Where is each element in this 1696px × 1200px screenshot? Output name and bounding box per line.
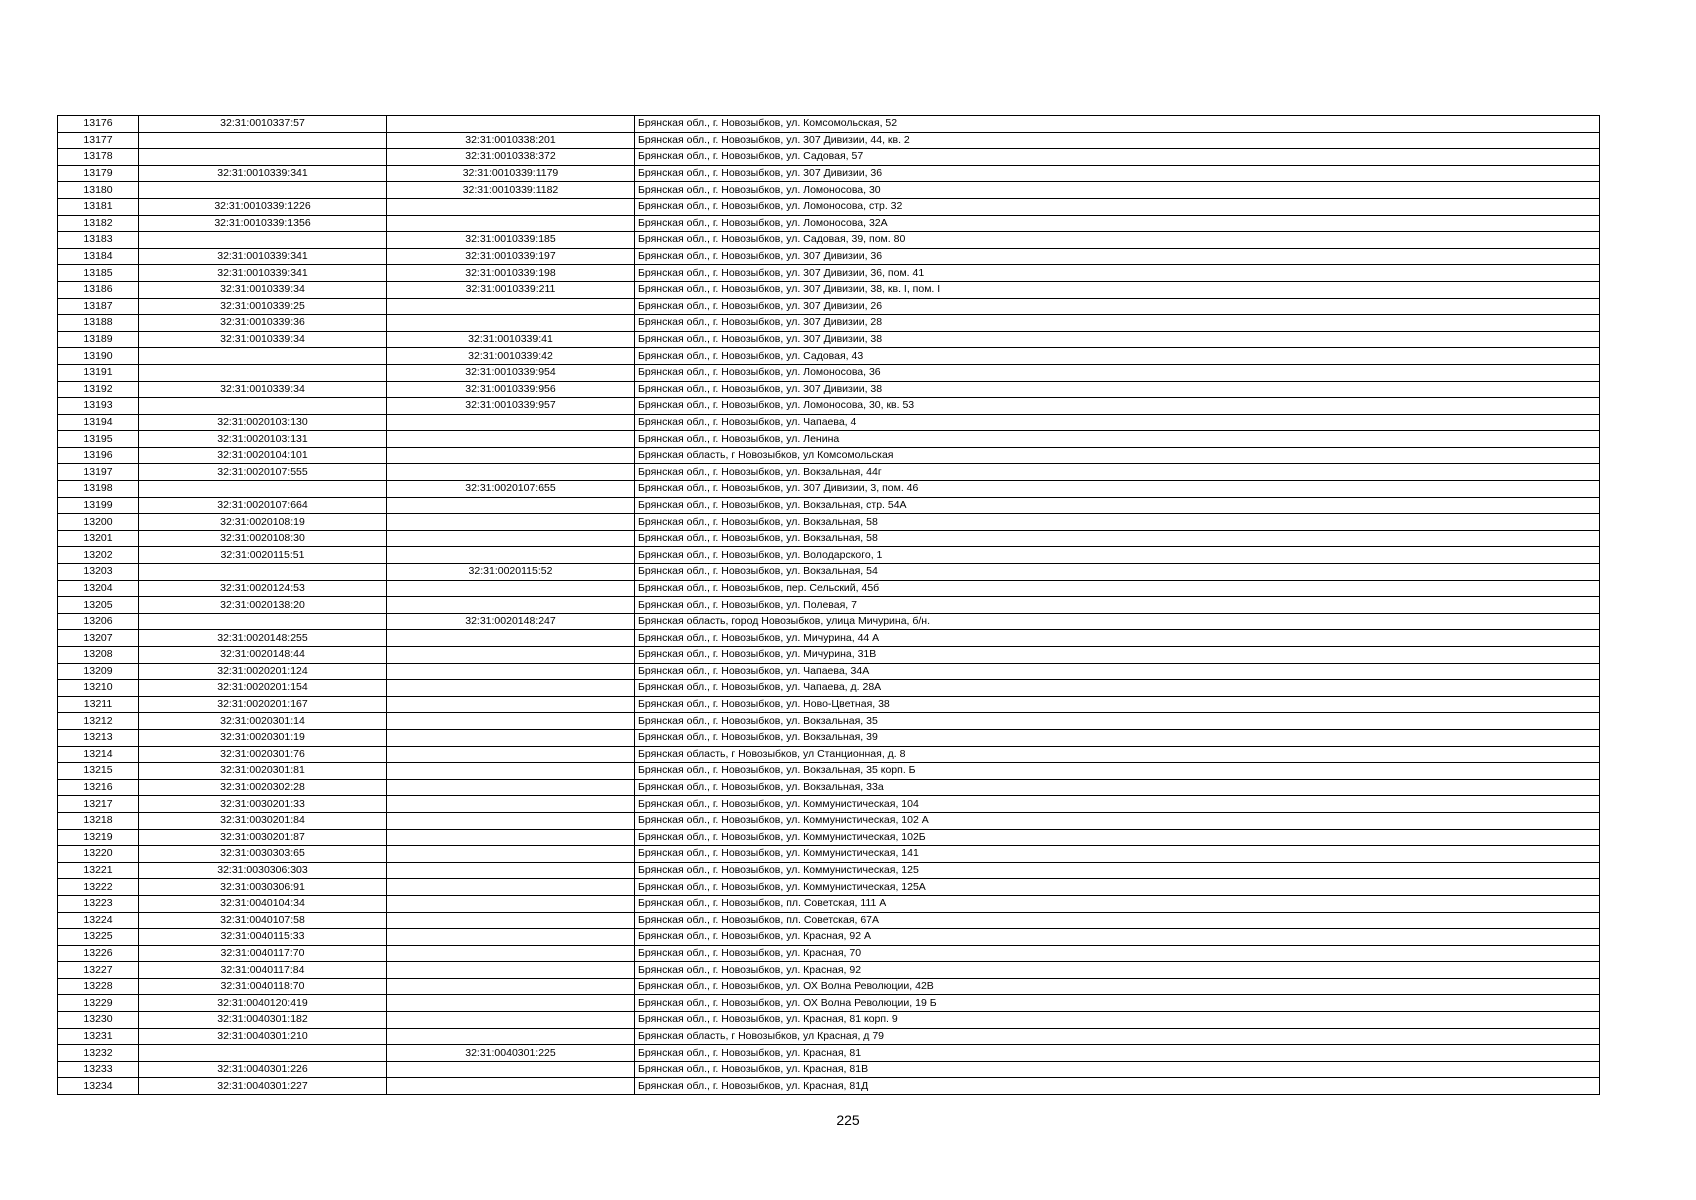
land-cadastral-number-cell: 32:31:0020107:664 [139,497,387,514]
row-number-cell: 13212 [58,713,139,730]
table-row [58,348,1600,365]
table-row [58,116,1600,133]
table-row [58,1028,1600,1045]
table-row [58,281,1600,298]
row-number-cell: 13200 [58,514,139,531]
land-cadastral-number-cell: 32:31:0040107:58 [139,912,387,929]
table-row [58,497,1600,514]
land-cadastral-number-cell: 32:31:0020148:44 [139,647,387,664]
row-number-cell: 13192 [58,381,139,398]
land-cadastral-number-cell: 32:31:0020301:81 [139,763,387,780]
table-row [58,713,1600,730]
land-cadastral-number-cell: 32:31:0030306:303 [139,862,387,879]
land-cadastral-number-cell: 32:31:0040118:70 [139,978,387,995]
row-number-cell: 13188 [58,315,139,332]
row-number-cell: 13225 [58,929,139,946]
address-cell: Брянская обл., г. Новозыбков, ул. Ленина [635,431,1600,448]
object-cadastral-number-cell [387,647,635,664]
land-cadastral-number-cell: 32:31:0020201:154 [139,680,387,697]
land-cadastral-number-cell [139,348,387,365]
land-cadastral-number-cell: 32:31:0030201:84 [139,812,387,829]
table-row [58,862,1600,879]
object-cadastral-number-cell: 32:31:0010339:185 [387,232,635,249]
table-row [58,215,1600,232]
address-cell: Брянская обл., г. Новозыбков, ул. Чапаева, 4 [635,414,1600,431]
land-cadastral-number-cell: 32:31:0020301:19 [139,729,387,746]
table-row [58,381,1600,398]
address-cell: Брянская обл., г. Новозыбков, ул. Коммунистическая, 125А [635,879,1600,896]
address-cell: Брянская обл., г. Новозыбков, ул. Садовая, 57 [635,149,1600,166]
row-number-cell: 13221 [58,862,139,879]
address-cell: Брянская обл., г. Новозыбков, ул. 307 Дивизии, 28 [635,315,1600,332]
table-row [58,763,1600,780]
table-row [58,779,1600,796]
address-cell: Брянская обл., г. Новозыбков, ул. Красная, 81В [635,1061,1600,1078]
address-cell: Брянская обл., г. Новозыбков, ул. Садовая, 43 [635,348,1600,365]
object-cadastral-number-cell [387,995,635,1012]
row-number-cell: 13180 [58,182,139,199]
row-number-cell: 13226 [58,945,139,962]
object-cadastral-number-cell: 32:31:0020148:247 [387,613,635,630]
object-cadastral-number-cell [387,713,635,730]
land-cadastral-number-cell: 32:31:0010339:34 [139,281,387,298]
object-cadastral-number-cell: 32:31:0010338:372 [387,149,635,166]
row-number-cell: 13228 [58,978,139,995]
row-number-cell: 13232 [58,1045,139,1062]
object-cadastral-number-cell [387,1061,635,1078]
table-row [58,431,1600,448]
row-number-cell: 13201 [58,530,139,547]
row-number-cell: 13229 [58,995,139,1012]
land-cadastral-number-cell: 32:31:0020103:131 [139,431,387,448]
table-row [58,530,1600,547]
row-number-cell: 13222 [58,879,139,896]
row-number-cell: 13208 [58,647,139,664]
object-cadastral-number-cell [387,215,635,232]
address-cell: Брянская обл., г. Новозыбков, ул. Чапаева, 34А [635,663,1600,680]
table-row [58,846,1600,863]
land-cadastral-number-cell [139,364,387,381]
object-cadastral-number-cell: 32:31:0010339:41 [387,331,635,348]
row-number-cell: 13217 [58,796,139,813]
land-cadastral-number-cell: 32:31:0020115:51 [139,547,387,564]
object-cadastral-number-cell: 32:31:0020115:52 [387,564,635,581]
table-row [58,580,1600,597]
row-number-cell: 13187 [58,298,139,315]
address-cell: Брянская обл., г. Новозыбков, ул. Вокзальная, 58 [635,530,1600,547]
land-cadastral-number-cell: 32:31:0040117:70 [139,945,387,962]
registry-table-body [58,116,1600,1095]
land-cadastral-number-cell: 32:31:0010339:341 [139,248,387,265]
address-cell: Брянская обл., г. Новозыбков, ул. Вокзальная, стр. 54А [635,497,1600,514]
address-cell: Брянская обл., г. Новозыбков, пер. Сельский, 45б [635,580,1600,597]
object-cadastral-number-cell [387,895,635,912]
address-cell: Брянская обл., г. Новозыбков, ул. Мичурина, 44 А [635,630,1600,647]
table-row [58,729,1600,746]
row-number-cell: 13178 [58,149,139,166]
object-cadastral-number-cell [387,447,635,464]
land-cadastral-number-cell: 32:31:0030201:33 [139,796,387,813]
table-row [58,647,1600,664]
land-cadastral-number-cell: 32:31:0030303:65 [139,846,387,863]
row-number-cell: 13214 [58,746,139,763]
row-number-cell: 13211 [58,696,139,713]
table-row [58,364,1600,381]
address-cell: Брянская обл., г. Новозыбков, ул. Коммунистическая, 104 [635,796,1600,813]
land-cadastral-number-cell: 32:31:0010339:1356 [139,215,387,232]
object-cadastral-number-cell [387,929,635,946]
land-cadastral-number-cell [139,182,387,199]
object-cadastral-number-cell [387,116,635,133]
object-cadastral-number-cell [387,962,635,979]
row-number-cell: 13197 [58,464,139,481]
address-cell: Брянская обл., г. Новозыбков, ул. Красная, 81Д [635,1078,1600,1095]
address-cell: Брянская обл., г. Новозыбков, ул. Полевая, 7 [635,597,1600,614]
address-cell: Брянская область, город Новозыбков, улица Мичурина, б/н. [635,613,1600,630]
address-cell: Брянская обл., г. Новозыбков, ул. Ломоносова, 30 [635,182,1600,199]
table-row [58,514,1600,531]
object-cadastral-number-cell [387,530,635,547]
row-number-cell: 13179 [58,165,139,182]
row-number-cell: 13183 [58,232,139,249]
page-number: 225 [836,1112,860,1128]
table-row [58,265,1600,282]
address-cell: Брянская обл., г. Новозыбков, ул. 307 Дивизии, 44, кв. 2 [635,132,1600,149]
land-cadastral-number-cell: 32:31:0010339:341 [139,265,387,282]
object-cadastral-number-cell [387,846,635,863]
land-cadastral-number-cell: 32:31:0020148:255 [139,630,387,647]
land-cadastral-number-cell: 32:31:0040301:210 [139,1028,387,1045]
address-cell: Брянская обл., г. Новозыбков, ул. Красная, 92 А [635,929,1600,946]
table-row [58,315,1600,332]
address-cell: Брянская обл., г. Новозыбков, ул. Ново-Цветная, 38 [635,696,1600,713]
object-cadastral-number-cell [387,862,635,879]
table-row [58,696,1600,713]
address-cell: Брянская обл., г. Новозыбков, ул. 307 Дивизии, 38 [635,381,1600,398]
object-cadastral-number-cell [387,796,635,813]
address-cell: Брянская обл., г. Новозыбков, ул. Коммунистическая, 102 А [635,812,1600,829]
land-cadastral-number-cell: 32:31:0020103:130 [139,414,387,431]
table-row [58,663,1600,680]
row-number-cell: 13227 [58,962,139,979]
row-number-cell: 13219 [58,829,139,846]
object-cadastral-number-cell: 32:31:0010339:1182 [387,182,635,199]
address-cell: Брянская обл., г. Новозыбков, пл. Советская, 67А [635,912,1600,929]
row-number-cell: 13220 [58,846,139,863]
address-cell: Брянская обл., г. Новозыбков, ул. Красная, 81 [635,1045,1600,1062]
object-cadastral-number-cell [387,580,635,597]
land-cadastral-number-cell: 32:31:0010339:34 [139,381,387,398]
object-cadastral-number-cell [387,414,635,431]
table-row [58,929,1600,946]
row-number-cell: 13193 [58,398,139,415]
land-cadastral-number-cell [139,613,387,630]
row-number-cell: 13213 [58,729,139,746]
land-cadastral-number-cell: 32:31:0020107:555 [139,464,387,481]
object-cadastral-number-cell: 32:31:0010339:42 [387,348,635,365]
land-cadastral-number-cell: 32:31:0020302:28 [139,779,387,796]
land-cadastral-number-cell: 32:31:0020138:20 [139,597,387,614]
row-number-cell: 13203 [58,564,139,581]
land-cadastral-number-cell: 32:31:0040120:419 [139,995,387,1012]
object-cadastral-number-cell: 32:31:0010339:197 [387,248,635,265]
row-number-cell: 13181 [58,198,139,215]
land-cadastral-number-cell [139,149,387,166]
row-number-cell: 13209 [58,663,139,680]
table-row [58,331,1600,348]
land-cadastral-number-cell: 32:31:0040104:34 [139,895,387,912]
object-cadastral-number-cell [387,763,635,780]
address-cell: Брянская обл., г. Новозыбков, ул. 307 Дивизии, 38 [635,331,1600,348]
address-cell: Брянская обл., г. Новозыбков, ул. Вокзальная, 35 [635,713,1600,730]
land-cadastral-number-cell [139,481,387,498]
row-number-cell: 13186 [58,281,139,298]
address-cell: Брянская область, г Новозыбков, ул Станционная, д. 8 [635,746,1600,763]
object-cadastral-number-cell [387,497,635,514]
table-row [58,481,1600,498]
address-cell: Брянская обл., г. Новозыбков, ул. 307 Дивизии, 36, пом. 41 [635,265,1600,282]
address-cell: Брянская обл., г. Новозыбков, ул. Володарского, 1 [635,547,1600,564]
table-row [58,398,1600,415]
address-cell: Брянская обл., г. Новозыбков, ул. Ломоносова, 32А [635,215,1600,232]
object-cadastral-number-cell [387,729,635,746]
object-cadastral-number-cell [387,597,635,614]
row-number-cell: 13224 [58,912,139,929]
row-number-cell: 13198 [58,481,139,498]
row-number-cell: 13223 [58,895,139,912]
object-cadastral-number-cell [387,680,635,697]
object-cadastral-number-cell: 32:31:0010339:954 [387,364,635,381]
table-row [58,165,1600,182]
address-cell: Брянская обл., г. Новозыбков, ул. Чапаева, д. 28А [635,680,1600,697]
object-cadastral-number-cell [387,696,635,713]
land-cadastral-number-cell: 32:31:0040301:182 [139,1012,387,1029]
object-cadastral-number-cell [387,879,635,896]
object-cadastral-number-cell [387,945,635,962]
address-cell: Брянская обл., г. Новозыбков, ул. Ломоносова, стр. 32 [635,198,1600,215]
row-number-cell: 13215 [58,763,139,780]
registry-table [57,115,1600,1095]
table-row [58,248,1600,265]
row-number-cell: 13234 [58,1078,139,1095]
table-row [58,597,1600,614]
row-number-cell: 13199 [58,497,139,514]
row-number-cell: 13218 [58,812,139,829]
land-cadastral-number-cell: 32:31:0010339:1226 [139,198,387,215]
object-cadastral-number-cell: 32:31:0010339:1179 [387,165,635,182]
table-row [58,962,1600,979]
land-cadastral-number-cell [139,1045,387,1062]
object-cadastral-number-cell [387,746,635,763]
address-cell: Брянская обл., г. Новозыбков, ул. Коммунистическая, 125 [635,862,1600,879]
row-number-cell: 13210 [58,680,139,697]
address-cell: Брянская обл., г. Новозыбков, ул. Красная, 70 [635,945,1600,962]
address-cell: Брянская обл., г. Новозыбков, ул. Коммунистическая, 141 [635,846,1600,863]
land-cadastral-number-cell: 32:31:0010339:36 [139,315,387,332]
land-cadastral-number-cell: 32:31:0040117:84 [139,962,387,979]
address-cell: Брянская обл., г. Новозыбков, ул. Вокзальная, 54 [635,564,1600,581]
object-cadastral-number-cell: 32:31:0010339:198 [387,265,635,282]
land-cadastral-number-cell [139,232,387,249]
address-cell: Брянская обл., г. Новозыбков, ул. Красная, 81 корп. 9 [635,1012,1600,1029]
row-number-cell: 13216 [58,779,139,796]
object-cadastral-number-cell: 32:31:0010338:201 [387,132,635,149]
table-row [58,945,1600,962]
land-cadastral-number-cell: 32:31:0030306:91 [139,879,387,896]
table-row [58,1061,1600,1078]
address-cell: Брянская обл., г. Новозыбков, ул. Вокзальная, 44г [635,464,1600,481]
land-cadastral-number-cell: 32:31:0040301:227 [139,1078,387,1095]
land-cadastral-number-cell: 32:31:0010339:34 [139,331,387,348]
row-number-cell: 13190 [58,348,139,365]
land-cadastral-number-cell: 32:31:0010337:57 [139,116,387,133]
row-number-cell: 13202 [58,547,139,564]
land-cadastral-number-cell: 32:31:0040301:226 [139,1061,387,1078]
object-cadastral-number-cell [387,547,635,564]
row-number-cell: 13230 [58,1012,139,1029]
row-number-cell: 13185 [58,265,139,282]
address-cell: Брянская обл., г. Новозыбков, ул. Комсомольская, 52 [635,116,1600,133]
table-row [58,995,1600,1012]
row-number-cell: 13195 [58,431,139,448]
table-row [58,298,1600,315]
table-row [58,978,1600,995]
row-number-cell: 13206 [58,613,139,630]
table-row [58,1078,1600,1095]
land-cadastral-number-cell: 32:31:0030201:87 [139,829,387,846]
land-cadastral-number-cell: 32:31:0020201:124 [139,663,387,680]
object-cadastral-number-cell [387,663,635,680]
row-number-cell: 13194 [58,414,139,431]
object-cadastral-number-cell [387,978,635,995]
land-cadastral-number-cell: 32:31:0010339:341 [139,165,387,182]
land-cadastral-number-cell: 32:31:0020104:101 [139,447,387,464]
object-cadastral-number-cell [387,431,635,448]
address-cell: Брянская обл., г. Новозыбков, ул. Вокзальная, 33а [635,779,1600,796]
table-row [58,182,1600,199]
address-cell: Брянская обл., г. Новозыбков, ул. Ломоносова, 30, кв. 53 [635,398,1600,415]
table-row [58,630,1600,647]
object-cadastral-number-cell [387,912,635,929]
table-row [58,879,1600,896]
row-number-cell: 13189 [58,331,139,348]
land-cadastral-number-cell: 32:31:0020108:19 [139,514,387,531]
row-number-cell: 13177 [58,132,139,149]
row-number-cell: 13231 [58,1028,139,1045]
table-row [58,198,1600,215]
object-cadastral-number-cell [387,315,635,332]
address-cell: Брянская область, г Новозыбков, ул Красная, д 79 [635,1028,1600,1045]
row-number-cell: 13184 [58,248,139,265]
object-cadastral-number-cell [387,1012,635,1029]
object-cadastral-number-cell [387,630,635,647]
address-cell: Брянская обл., г. Новозыбков, ул. ОХ Волна Революции, 19 Б [635,995,1600,1012]
address-cell: Брянская обл., г. Новозыбков, ул. 307 Дивизии, 36 [635,248,1600,265]
object-cadastral-number-cell [387,1078,635,1095]
address-cell: Брянская обл., г. Новозыбков, ул. Вокзальная, 35 корп. Б [635,763,1600,780]
object-cadastral-number-cell [387,464,635,481]
table-row [58,912,1600,929]
table-row [58,812,1600,829]
land-cadastral-number-cell: 32:31:0020301:14 [139,713,387,730]
table-row [58,1012,1600,1029]
object-cadastral-number-cell [387,829,635,846]
object-cadastral-number-cell: 32:31:0010339:957 [387,398,635,415]
address-cell: Брянская обл., г. Новозыбков, ул. Коммунистическая, 102Б [635,829,1600,846]
object-cadastral-number-cell [387,779,635,796]
object-cadastral-number-cell [387,298,635,315]
row-number-cell: 13204 [58,580,139,597]
table-row [58,547,1600,564]
land-cadastral-number-cell: 32:31:0020201:167 [139,696,387,713]
row-number-cell: 13196 [58,447,139,464]
table-row [58,132,1600,149]
table-row [58,680,1600,697]
object-cadastral-number-cell [387,1028,635,1045]
address-cell: Брянская обл., г. Новозыбков, ул. 307 Дивизии, 36 [635,165,1600,182]
object-cadastral-number-cell [387,812,635,829]
address-cell: Брянская область, г Новозыбков, ул Комсомольская [635,447,1600,464]
row-number-cell: 13207 [58,630,139,647]
address-cell: Брянская обл., г. Новозыбков, ул. ОХ Волна Революции, 42В [635,978,1600,995]
land-cadastral-number-cell [139,564,387,581]
table-row [58,232,1600,249]
table-row [58,1045,1600,1062]
land-cadastral-number-cell: 32:31:0020108:30 [139,530,387,547]
row-number-cell: 13191 [58,364,139,381]
land-cadastral-number-cell [139,132,387,149]
address-cell: Брянская обл., г. Новозыбков, ул. Вокзальная, 39 [635,729,1600,746]
address-cell: Брянская обл., г. Новозыбков, ул. 307 Дивизии, 38, кв. I, пом. I [635,281,1600,298]
land-cadastral-number-cell: 32:31:0010339:25 [139,298,387,315]
land-cadastral-number-cell: 32:31:0040115:33 [139,929,387,946]
object-cadastral-number-cell: 32:31:0040301:225 [387,1045,635,1062]
object-cadastral-number-cell: 32:31:0010339:211 [387,281,635,298]
object-cadastral-number-cell [387,514,635,531]
address-cell: Брянская обл., г. Новозыбков, пл. Советская, 111 А [635,895,1600,912]
table-row [58,796,1600,813]
address-cell: Брянская обл., г. Новозыбков, ул. Мичурина, 31В [635,647,1600,664]
table-row [58,746,1600,763]
table-row [58,613,1600,630]
table-row [58,829,1600,846]
table-row [58,464,1600,481]
land-cadastral-number-cell: 32:31:0020124:53 [139,580,387,597]
address-cell: Брянская обл., г. Новозыбков, ул. Красная, 92 [635,962,1600,979]
address-cell: Брянская обл., г. Новозыбков, ул. Вокзальная, 58 [635,514,1600,531]
row-number-cell: 13205 [58,597,139,614]
address-cell: Брянская обл., г. Новозыбков, ул. 307 Дивизии, 26 [635,298,1600,315]
land-cadastral-number-cell [139,398,387,415]
row-number-cell: 13233 [58,1061,139,1078]
table-row [58,564,1600,581]
row-number-cell: 13176 [58,116,139,133]
address-cell: Брянская обл., г. Новозыбков, ул. Садовая, 39, пом. 80 [635,232,1600,249]
row-number-cell: 13182 [58,215,139,232]
object-cadastral-number-cell: 32:31:0020107:655 [387,481,635,498]
address-cell: Брянская обл., г. Новозыбков, ул. 307 Дивизии, 3, пом. 46 [635,481,1600,498]
table-row [58,895,1600,912]
address-cell: Брянская обл., г. Новозыбков, ул. Ломоносова, 36 [635,364,1600,381]
object-cadastral-number-cell [387,198,635,215]
table-row [58,149,1600,166]
table-row [58,447,1600,464]
table-row [58,414,1600,431]
object-cadastral-number-cell: 32:31:0010339:956 [387,381,635,398]
land-cadastral-number-cell: 32:31:0020301:76 [139,746,387,763]
